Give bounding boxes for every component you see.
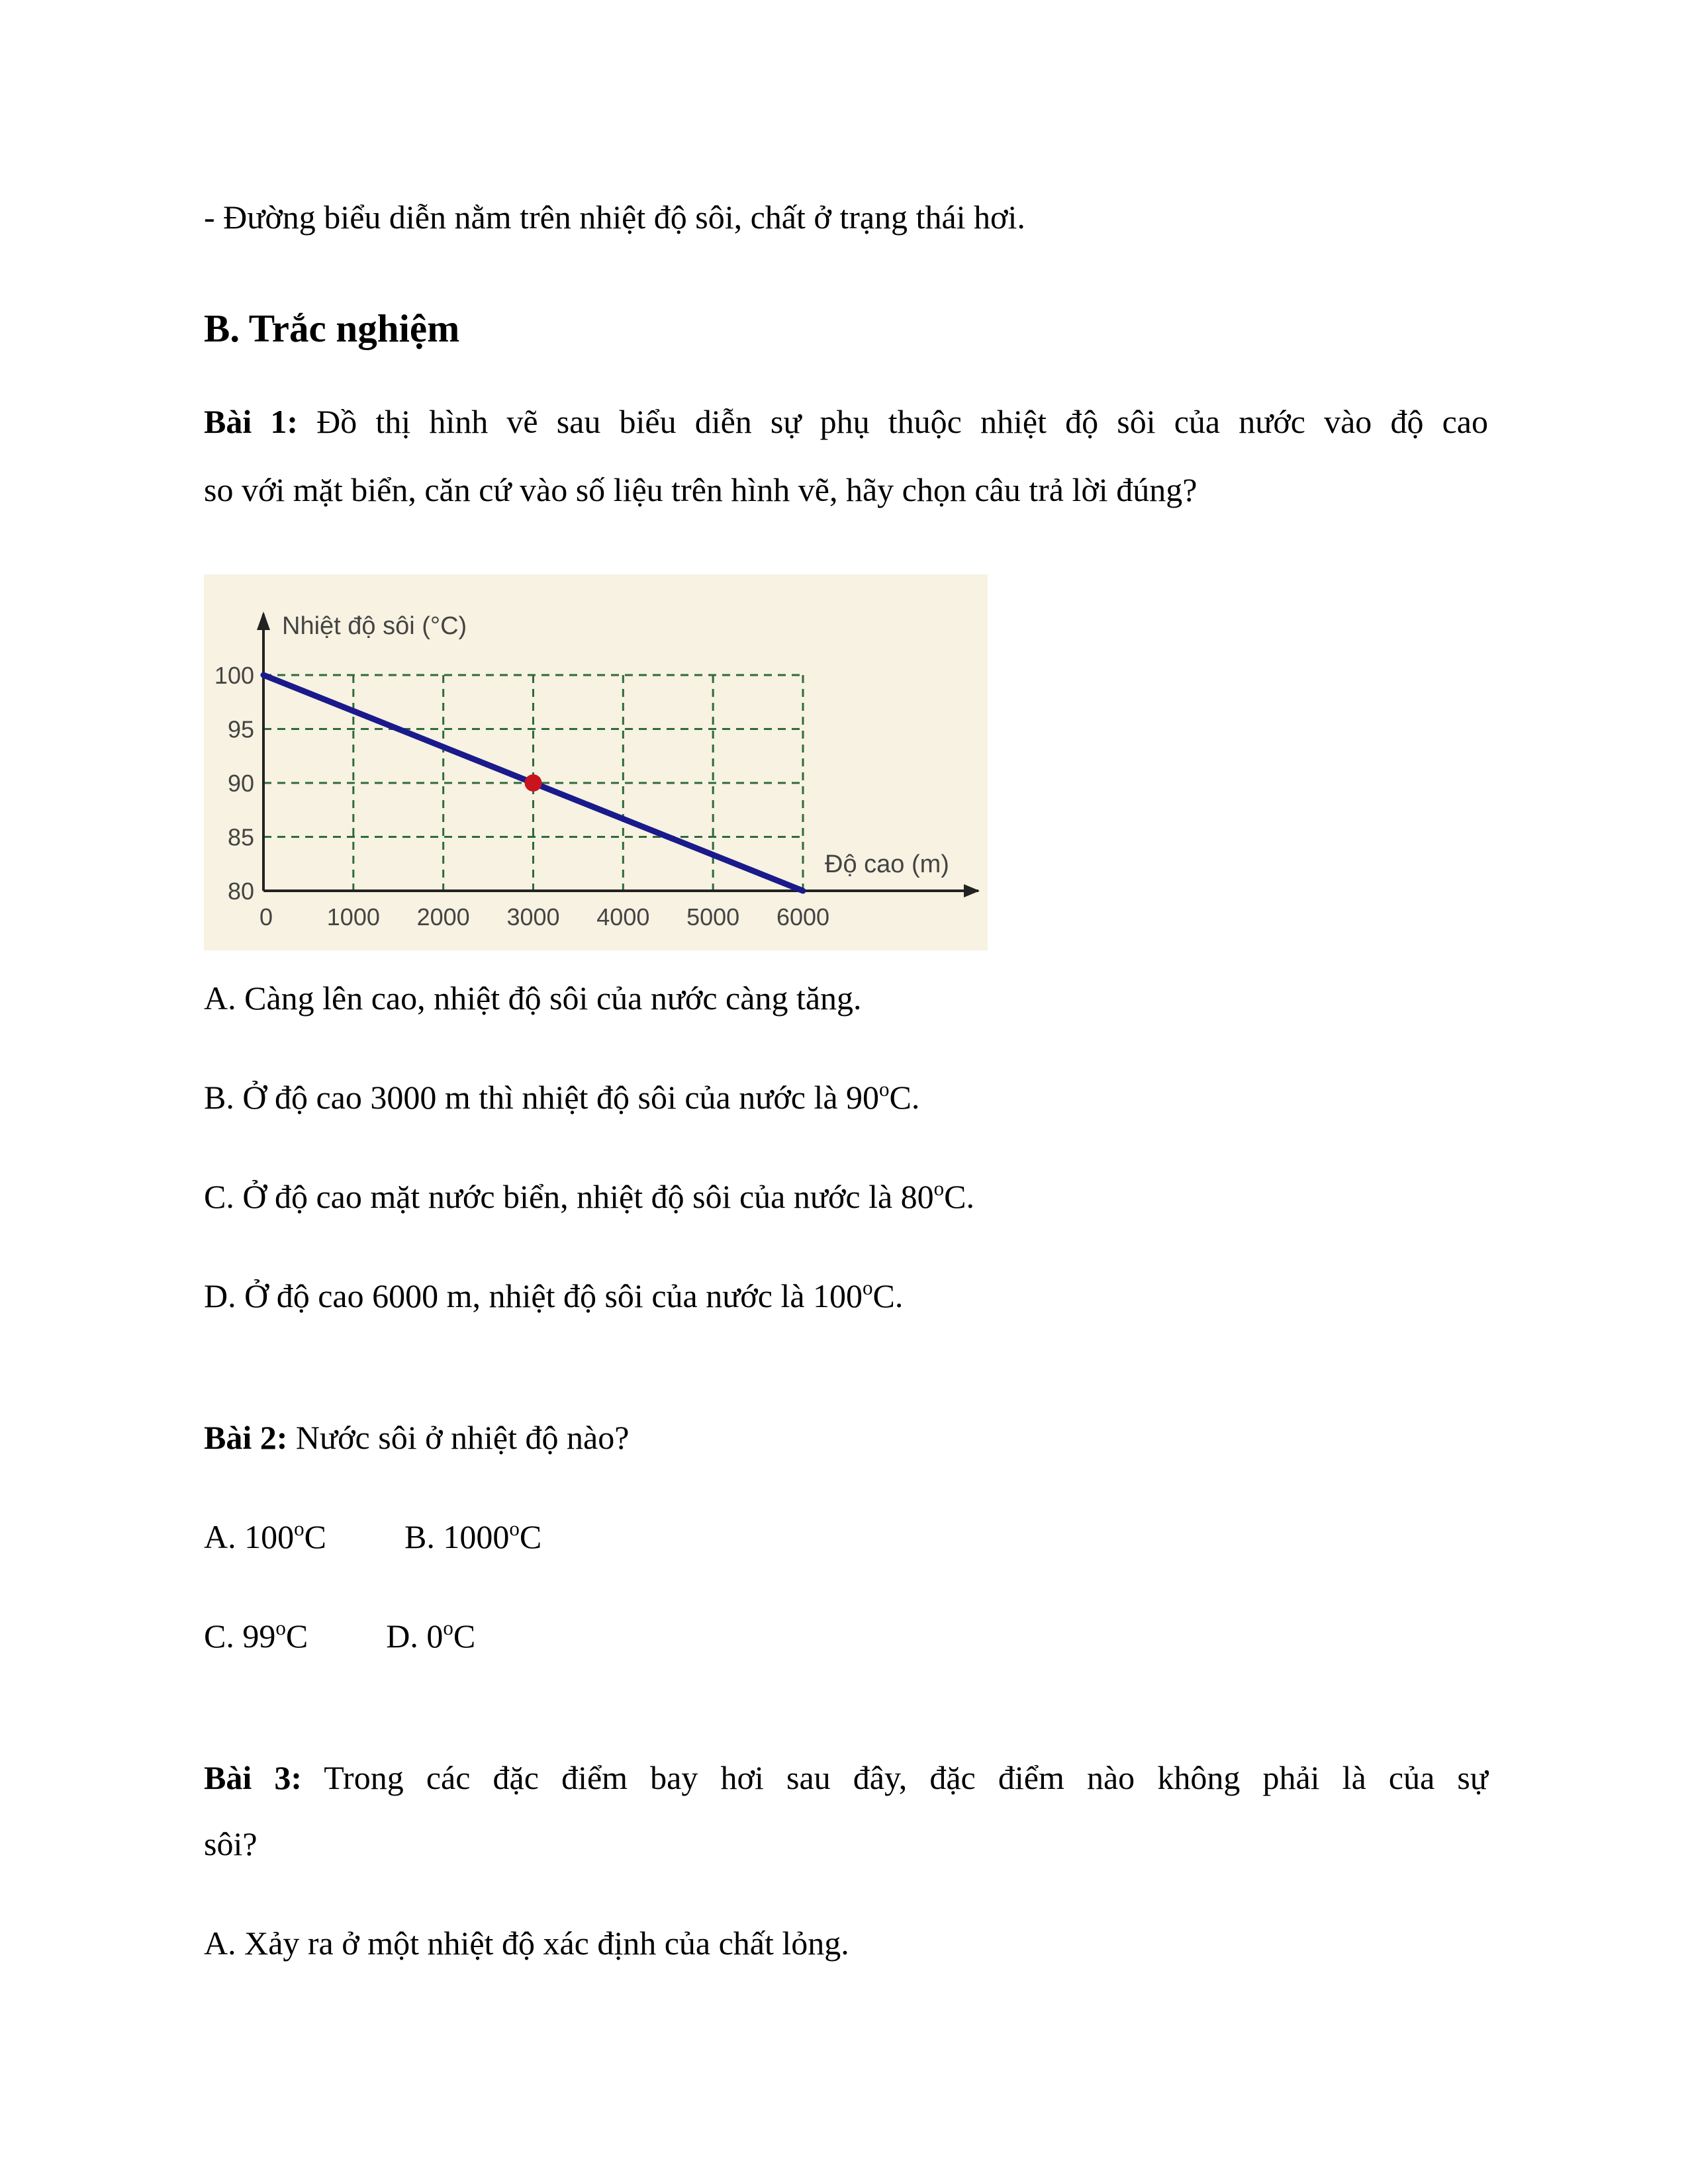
q1-option-a: A. Càng lên cao, nhiệt độ sôi của nước càng tăng. <box>204 979 862 1017</box>
q1-option-c: C. Ở độ cao mặt nước biển, nhiệt độ sôi của nước là 80$^o$C. <box>204 1176 975 1215</box>
q3-label: Bài 3: <box>204 1759 303 1796</box>
section-title: B. Trắc nghiệm <box>204 306 460 350</box>
y-axis-label: Nhiệt độ sôi (°C) <box>282 612 467 640</box>
x-tick-label: 4000 <box>596 903 650 931</box>
y-tick-label: 95 <box>227 715 254 743</box>
x-tick-label: 1000 <box>326 903 380 931</box>
q2-text: Bài 2: Nước sôi ở nhiệt độ nào? <box>204 1419 630 1456</box>
q2-option-c: C. 99$^o$C <box>204 1615 308 1655</box>
q3-text-line2: sôi? <box>204 1825 258 1862</box>
q1-text-line2: so với mặt biển, căn cứ vào số liệu trên hình vẽ, hãy chọn câu trả lời đúng? <box>204 471 1197 508</box>
q3-option-a: A. Xảy ra ở một nhiệt độ xác định của chất lỏng. <box>204 1925 849 1962</box>
y-tick-label: 85 <box>227 823 254 851</box>
q1-option-d: D. Ở độ cao 6000 m, nhiệt độ sôi của nước là 100$^o$C. <box>204 1275 904 1314</box>
q2-options-row1 <box>204 1517 1488 1557</box>
q1-label: Bài 1: <box>204 403 299 440</box>
q2-option-b: B. 1000$^o$C <box>404 1516 542 1555</box>
x-tick-label: 2000 <box>416 903 470 931</box>
boiling-point-chart <box>204 574 988 950</box>
x-axis-label: Độ cao (m) <box>825 850 949 878</box>
intro-line: - Đường biểu diễn nằm trên nhiệt độ sôi, chất ở trạng thái hơi. <box>204 199 1025 236</box>
q2-label: Bài 2: <box>204 1419 288 1456</box>
q2-options-row2 <box>204 1616 1488 1656</box>
q2-option-d: D. 0$^o$C <box>386 1615 476 1655</box>
y-tick-label: 100 <box>214 662 254 689</box>
q2-option-a: A. 100$^o$C <box>204 1516 326 1555</box>
x-tick-label: 6000 <box>776 903 830 931</box>
x-tick-label: 0 <box>259 903 273 931</box>
highlight-point <box>525 774 542 792</box>
q1-option-b: B. Ở độ cao 3000 m thì nhiệt độ sôi của nước là 90$^o$C. <box>204 1077 920 1116</box>
y-tick-label: 80 <box>227 878 254 905</box>
q1-text-line1: Bài 1: Đồ thị hình vẽ sau biểu diễn sự phụ thuộc nhiệt độ sôi của nước vào độ cao <box>204 403 1488 440</box>
x-tick-label: 5000 <box>686 903 740 931</box>
x-tick-label: 3000 <box>506 903 560 931</box>
y-tick-label: 90 <box>227 770 254 797</box>
q3-text-line1: Bài 3: Trong các đặc điểm bay hơi sau đây, đặc điểm nào không phải là của sự <box>204 1759 1488 1796</box>
